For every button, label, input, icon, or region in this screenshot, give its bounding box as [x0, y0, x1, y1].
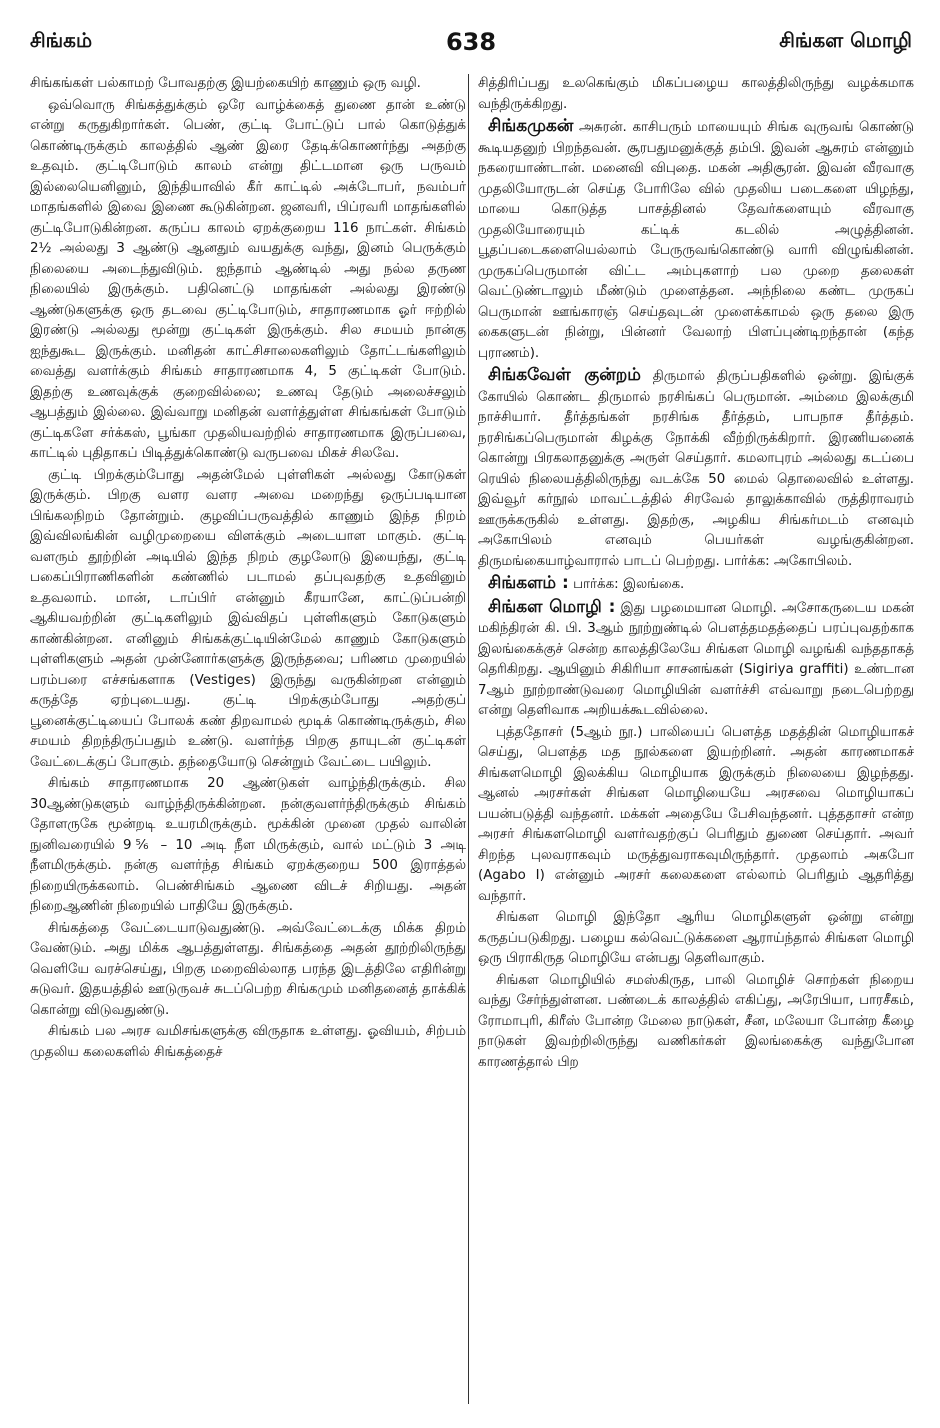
- entry-headword: சிங்கவேள் குன்றம்: [488, 365, 641, 385]
- entry-singamugan: [478, 116, 914, 364]
- entry-singalam: [478, 573, 914, 596]
- page-number: 638: [445, 28, 497, 56]
- paragraph: சிங்கள மொழியில் சமஸ்கிருத, பாலி மொழிச் சொற்கள் நிறைய வந்து சேர்ந்துள்ளன. பண்டைக் காலத்தில் எகிப்து, அரேபியா, பாரசீகம், ரோமாபுரி, கிரீஸ் போன்ற மேலை நாடுகள், சீன, மலேயா போன்ற கீழை நாடுகள் இவற்றிலிருந்து வணிகர்கள் இலங்கைக்கு வந்துபோன காரணத்தால் பிற: [478, 972, 914, 1070]
- entry-text: திருமால் திருப்பதிகளில் ஒன்று. இங்குக் கோயில் கொண்ட திருமால் நரசிங்கப் பெருமான். அம்மை இலக்குமி நாச்சியார். தீர்த்தங்கள் நரசிங்க தீர்த்தம், பாபநாச தீர்த்தம். நரசிங்கப்பெருமான் கிழக்கு நோக்கி வீற்றிருக்கிறார். இரணியனைக் கொன்று பிரகலாதனுக்கு அருள் செய்தார். கமலாபுரம் அல்லது கடப்பை ரெயில் நிலையத்திலிருந்து வடக்கே 50 மைல் தொலைவில் உள்ளது. இவ்வூர் கர்நூல் மாவட்டத்தில் சிரவேல் தாலுக்காவில் ருத்திராவரம் ஊருக்கருகில் உள்ளது. இதற்கு, அழகிய சிங்கர்மடம் எனவும் அகோபிலம் எனவும் பெயர்கள் வழங்குகின்றன. திருமங்கையாழ்வாரால் பாடப் பெற்றது. பார்க்க: அகோபிலம்.: [478, 369, 915, 569]
- page-header: [30, 28, 912, 68]
- entry-text: அசுரன். காசிபரும் மாயையும் சிங்க வுருவங் கொண்டு கூடியதனுற் பிறந்தவன். சூரபதுமனுக்குத் தம்பி. இவன் ஆசுரம் என்னும் நகரையாண்டான். மனைவி விபுதை. மகன் அதிசூரன். இவன் வீரவாகு முதலியோருடன் செய்த போரிலே வில் முதலிய படைகளை யிழந்து, மாயை கொடுத்த பாசத்தினல் தேவர்களையும் வீரவாகு முதலியோரையும் கட்டிக் கடலில் அழுத்தினன். பூதப்படைகளையெல்லாம் பேருருவங்கொண்டு வாரி விழுங்கினன். முருகப்பெருமான் விட்ட அம்புகளாற் பல முறை தலைகள் வெட்டுண்டாலும் மீண்டும் முளைத்தன. அந்நிலை கண்ட முருகப் பெருமான் ஊங்காரஞ் செய்தவுடன் முளைக்காமல் ஒரு தலை இரு கைகளுடன் நின்று, பின்னர் வேலாற் பிளப்புண்டிறந்தான் (கந்த புராணம்).: [478, 120, 914, 361]
- running-head-right: சிங்கள மொழி: [779, 28, 912, 52]
- right-column: [478, 74, 914, 1074]
- left-column: [30, 74, 466, 1064]
- paragraph: குட்டி பிறக்கும்போது அதன்மேல் புள்ளிகள் அல்லது கோடுகள் இருக்கும். பிறகு வளர வளர அவை மறைந்து ஒருப்படியான பிங்கலநிறம் தோன்றும். குழவிப்பருவத்தில் காணும் இந்த நிறம் இவ்விலங்கின் வழிமுறையை விளக்கும் அடையாள மாகும். குட்டி வளரும் தூற்றின் அடியில் இந்த நிறம் குழலோடு இயைந்து, குட்டி பகைப்பிராணிகளின் கண்ணில் படாமல் தப்புவதற்கு உதவினும் உதவலாம். மான், டாப்பிர் என்னும் கீரயானே, காட்டுப்பன்றி ஆகியவற்றின் குட்டிகளிலும் இவ்விதப் புள்ளிகளும் கோடுகளும் காண்கின்றன. எனினும் சிங்கக்குட்டியின்மேல் காணும் கோடுகளும் புள்ளிகளும் அதன் முன்னோர்களுக்கு இருந்தவை; பரிணம முறையில் பரம்பரை எச்சங்களாக (Vestiges) இருந்து வருகின்றன என்னும் கருத்தே ஏற்புடையது. குட்டி பிறக்கும்போது அதற்குப் பூனைக்குட்டியைப் போலக் கண் திறவாமல் மூடிக் கொண்டிருக்கும், சில சமயம் திறந்திருப்பதும் உண்டு. வளர்ந்த பிறகு தாயுடன் குட்டிகள் வேட்டைக்குப் போகும். தந்தையோடு சென்றும் வேட்டை பயிலும்.: [30, 467, 466, 770]
- paragraph: சிங்கங்கள் பல்காமற் போவதற்கு இயற்கையிற் காணும் ஒரு வழி.: [30, 76, 421, 91]
- entry-text: பார்க்க: இலங்கை.: [573, 577, 685, 592]
- paragraph: சிங்கம் பல அரச வமிசங்களுக்கு விருதாக உள்ளது. ஓவியம், சிற்பம் முதலிய கலைகளில் சிங்கத்தைச்: [30, 1024, 466, 1060]
- entry-headword: சிங்கள மொழி :: [488, 596, 616, 617]
- entry-singavel-kunram: [478, 365, 914, 572]
- running-head-left: சிங்கம்: [30, 28, 93, 52]
- entry-text: இது பழமையான மொழி. அசோகருடைய மகன் மகிந்திரன் கி. பி. 3ஆம் நூற்றுண்டில் பௌத்தமதத்தைப் பரப்புவதற்காக இலங்கைக்குச் சென்ற காலத்திலேயே சிங்கள மொழி வழங்கி வந்ததாகத் தெரிகிறது. ஆயினும் சிகிரியா சாசனங்கள் (Sigiriya graffiti) உண்டான 7ஆம் நூற்றாண்டுவரை மொழியின் வளர்ச்சி எவ்வாறு நடைபெற்றது என்று தெளிவாக அறியக்கூடவில்லை.: [478, 600, 914, 718]
- entry-headword: சிங்களம் :: [488, 573, 569, 593]
- entry-singala-mozhi: [478, 597, 914, 722]
- paragraph: புத்ததோசர் (5ஆம் நூ.) பாலியைப் பௌத்த மதத்தின் மொழியாகச் செய்து, பௌத்த மத நூல்களை இயற்றினர். அதன் காரணமாகச் சிங்களமொழி இலக்கிய மொழியாக இருக்கும் நிலையை இழந்தது. ஆனல் அரசர்கள் சிங்கள மொழியையே அரசவை மொழியாகப் பயன்படுத்தி வந்தனர். மக்கள் அதையே பேசிவந்தனர். புத்ததாசர் என்ற அரசர் சிங்களமொழி வளர்வதற்குப் பெரிதும் துணை செய்தார். அவர் சிறந்த புலவராகவும் மருத்துவராகவுமிருந்தார். முதலாம் அகபோ (Agabo I) என்னும் அரசர் கலைகளை எல்லாம் பெரிதும் ஆதரித்து வந்தார்.: [478, 724, 914, 904]
- entry-headword: சிங்கமுகன்: [488, 116, 574, 136]
- paragraph: சித்திரிப்பது உலகெங்கும் மிகப்பழைய காலத்திலிருந்து வழக்கமாக வந்திருக்கிறது.: [478, 76, 914, 112]
- paragraph: சிங்கள மொழி இந்தோ ஆரிய மொழிகளுள் ஒன்று என்று கருதப்படுகிறது. பழைய கல்வெட்டுக்களை ஆராய்ந்தால் சிங்கள மொழி ஒரு பிராகிருத மொழியே என்பது தெளிவாகும்.: [478, 910, 914, 966]
- column-divider: [468, 74, 469, 1404]
- paragraph: ஒவ்வொரு சிங்கத்துக்கும் ஒரே வாழ்க்கைத் துணை தான் உண்டு என்று கருதுகிறார்கள். பெண், குட்டி போட்டுப் பால் கொடுத்துக் கொண்டிருக்கும் காலத்தில் ஆண் இரை தேடிக்கொணர்ந்து அதற்கு உதவும். குட்டிபோடும் காலம் என்று திட்டமான ஒரு பருவம் இல்லையெனினும், இந்தியாவில் கீர் காட்டில் அக்டோபர், நவம்பர் மாதங்களில் இவை இணை கூடுகின்றன. ஜனவரி, பிப்ரவரி மாதங்களில் குட்டிபோடுகின்றன. கருப்ப காலம் ஏறக்குறைய 116 நாட்கள். சிங்கம் 2½ அல்லது 3 ஆண்டு ஆனதும் வயதுக்கு வந்து, இனம் பெருக்கும் நிலையை அடைந்துவிடும். ஐந்தாம் ஆண்டில் அது நல்ல தருண நிலையில் இருக்கும். பதினெட்டு மாதங்கள் அல்லது இரண்டு ஆண்டுகளுக்கு ஒரு தடவை குட்டிபோடும், சாதாரணமாக ஓர் ஈற்றில் இரண்டு அல்லது மூன்று குட்டிகள் இருக்கும். சில சமயம் நான்கு ஐந்துகூட இருக்கும். மனிதன் காட்சிசாலைகளிலும் தோட்டங்களிலும் வைத்து வளர்க்கும் சிங்கம் சாதாரணமாக 4, 5 குட்டிகள் போடும். இதற்கு உணவுக்குக் குறைவில்லை; உணவு தேடும் அலைச்சலும் ஆபத்தும் இல்லை. இவ்வாறு மனிதன் வளர்த்துள்ள சிங்கங்கள் போடும் குட்டிகளே சர்க்கஸ், பூங்கா முதலியவற்றில் சாதாரணமாக இருப்பவை, காட்டில் புதிதாகப் பிடித்துக்கொண்டு வருபவை மிகச் சிலவே.: [30, 97, 466, 461]
- paragraph: சிங்கத்தை வேட்டையாடுவதுண்டு. அவ்வேட்டைக்கு மிக்க திறம் வேண்டும். அது மிக்க ஆபத்துள்ளது. சிங்கத்தை அதன் தூற்றிலிருந்து வெளியே வரச்செய்து, பிறகு மறைவில்லாத பரந்த இடத்திலே எதிரின்று சுடுவர். இதயத்தில் ஊடுருவச் சுடப்பெற்ற சிங்கமும் மனிதனைத் தாக்கிக் கொன்று விடுவதுண்டு.: [30, 920, 466, 1018]
- paragraph: சிங்கம் சாதாரணமாக 20 ஆண்டுகள் வாழ்ந்திருக்கும். சில 30ஆண்டுகளும் வாழ்ந்திருக்கின்றன. நன்குவளர்ந்திருக்கும் சிங்கம் தோளருகே மூன்றடி உயரமிருக்கும். மூக்கின் முனை முதல் வாலின் நுனிவரையில் 9⅚ – 10 அடி நீள மிருக்கும், வால் மட்டும் 3 அடி நீளமிருக்கும். நன்கு வளர்ந்த சிங்கம் ஏறக்குறைய 500 இராத்தல் நிறையிருக்கலாம். பெண்சிங்கம் ஆணை விடச் சிறியது. அதன் நிறைஆணின் நிறையில் பாதியே இருக்கும்.: [30, 776, 466, 914]
